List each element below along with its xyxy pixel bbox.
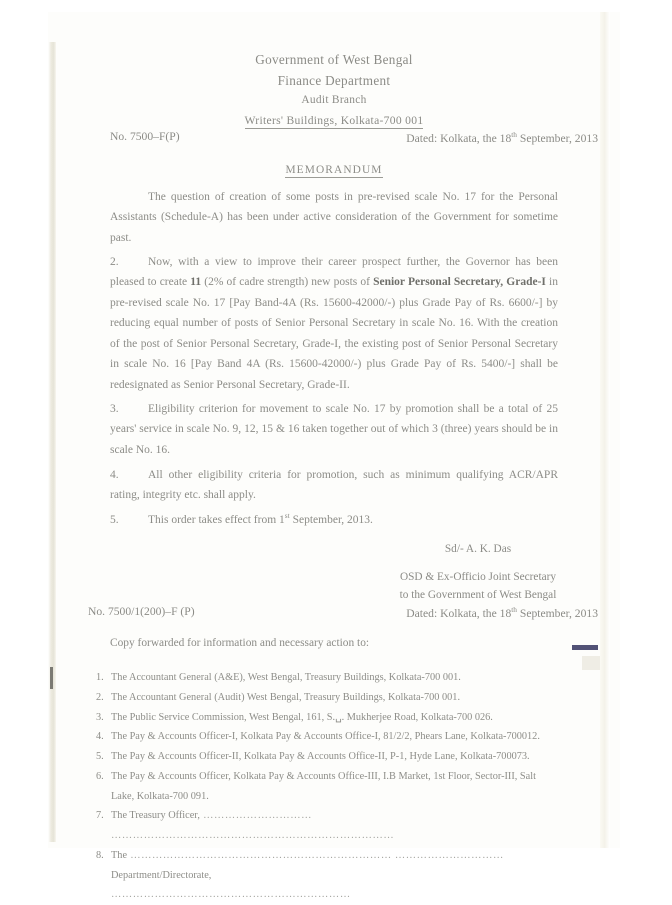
list-item (96, 846, 596, 886)
list-item-number: 7. (96, 810, 104, 822)
date-ordinal-suffix: th (511, 130, 517, 139)
list-item-text: The ……………………………………………………………… …………………………Department/Directorate, (111, 849, 504, 881)
paragraph-1-text: The question of creation of some posts in pre-revised scale No. 17 for the Personal Assistants (Schedule-A) has been under active consideration of the Government for sometime past. (110, 191, 558, 244)
paragraph-4-text: All other eligibility criteria for promotion, such as minimum qualifying ACR/APR rating, integrity etc. shall apply. (110, 469, 558, 502)
list-item (96, 767, 596, 787)
list-item (96, 747, 596, 767)
effect-date-ordinal-suffix: st (284, 511, 290, 520)
paragraph-3-text: Eligibility criterion for movement to scale No. 17 by promotion shall be a total of 25 years' service in scale No. 9, 12, 15 & 16 taken together out of which 3 (three) years should be in scale No. 16. (110, 403, 558, 456)
list-item (96, 688, 596, 708)
signature-block (348, 540, 608, 605)
paragraph-5-text-part1: This order takes effect from 1 (148, 513, 285, 526)
paragraph-3-number: 3. (110, 403, 119, 415)
list-item-number: 8. (96, 849, 104, 861)
list-item-continuation-dots: ………………………………………………………… (111, 889, 351, 901)
list-item-number: 6. (96, 770, 104, 782)
scanned-page (48, 12, 620, 901)
signatory-designation-line1: OSD & Ex-Officio Joint Secretary (399, 570, 557, 583)
list-item-number: 5. (96, 751, 104, 763)
memo-date-bottom: Dated: Kolkata, the 18th September, 2013 (406, 605, 598, 620)
paragraph-2-text-part2: (2% of cadre strength) new posts of (201, 276, 374, 289)
paragraph-2-text-part3: in pre-revised scale No. 17 [Pay Band-4A (Rs. 15600-42000/-) plus Grade Pay of Rs. 6600/-] by reducing equal number of posts of Senior Personal Secretary in scale No. 16. With the creation of the post of Senior Personal Secretary, Grade-I, the existing post of Senior Personal Secretary in scale No. 16 [Pay Band 4A (Rs. 15600-42000/-) plus Grade Pay of Rs. 5400/-] shall be redesignated as Senior Personal Secretary, Grade-II. (110, 276, 558, 391)
paragraph-2-bold-post: Senior Personal Secretary, Grade-I (373, 276, 546, 289)
paragraph-3 (110, 399, 558, 460)
memo-number-bottom: No. 7500/1(200)–F (P) (88, 605, 195, 618)
paragraph-5-number: 5. (110, 513, 119, 526)
memorandum-heading (48, 164, 620, 176)
fill-in-dots: ……………………………………………………………… ………………………… (127, 849, 504, 861)
document-content (48, 12, 620, 901)
paragraph-1 (110, 187, 558, 248)
list-item-text: The Public Service Commission, West Bengal, 161, S.␣. Mukherjee Road, Kolkata-700 026. (111, 711, 493, 723)
memo-date-top: Dated: Kolkata, the 18th September, 2013 (406, 130, 598, 145)
list-item (96, 806, 596, 846)
reference-row-top (48, 130, 620, 145)
list-item (96, 668, 596, 688)
list-item (96, 727, 596, 747)
paragraph-2-number: 2. (110, 256, 119, 268)
list-item-number: 2. (96, 691, 104, 703)
reference-row-bottom (48, 605, 620, 620)
fill-in-dots: ………………………… …………………………………………………………………… (111, 810, 395, 842)
list-item-text: The Pay & Accounts Officer-I, Kolkata Pay & Accounts Office-I, 81/2/2, Phears Lane, Kolkata-700012. (111, 731, 540, 743)
paragraph-5-text-part2: September, 2013. (289, 513, 373, 526)
memo-number-top: No. 7500–F(P) (110, 130, 180, 143)
list-item-number: 4. (96, 731, 104, 743)
paragraph-4 (110, 465, 558, 506)
address-line: Writers' Buildings, Kolkata-700 001 (244, 114, 424, 127)
list-item (96, 708, 596, 728)
list-item-text: The Pay & Accounts Officer-II, Kolkata Pay & Accounts Office-II, P-1, Hyde Lane, Kolkata-700073. (111, 751, 530, 763)
distribution-list (96, 668, 596, 905)
date-ordinal-suffix-bottom: th (511, 605, 517, 614)
list-item-text: The Pay & Accounts Officer, Kolkata Pay & Accounts Office-III, I.B Market, 1st Floor, Sector-III, Salt (111, 770, 536, 782)
list-item-tail: Department/Directorate, (111, 869, 212, 881)
government-name: Government of West Bengal (255, 52, 413, 67)
list-item-text: The Treasury Officer, ………………………… …………………………………………………………………… (111, 810, 395, 842)
paragraph-5 (110, 509, 558, 530)
branch-name: Audit Branch (301, 94, 367, 106)
paragraph-4-number: 4. (110, 469, 119, 481)
letterhead (48, 52, 620, 134)
list-item-continuation: Lake, Kolkata-700 091. (111, 790, 209, 802)
list-item-text: The Accountant General (Audit) West Bengal, Treasury Buildings, Kolkata-700 001. (111, 691, 461, 703)
copy-forwarded-line: Copy forwarded for information and necessary action to: (110, 637, 370, 649)
list-item-number: 1. (96, 672, 104, 683)
paragraph-2 (110, 252, 558, 395)
department-name: Finance Department (277, 73, 391, 88)
list-item-number: 3. (96, 711, 104, 723)
memorandum-heading-text: MEMORANDUM (285, 164, 383, 176)
paragraph-2-bold-count: 11 (190, 276, 202, 289)
paragraph-2-text-part1: Now, with a view to improve their career prospect further, the Governor has been pleased to create (110, 256, 558, 289)
signatory-designation-line2: to the Government of West Bengal (399, 589, 557, 602)
signatory-name: Sd/- A. K. Das (444, 543, 512, 555)
list-item-text: The Accountant General (A&E), West Bengal, Treasury Buildings, Kolkata-700 001. (111, 672, 461, 683)
